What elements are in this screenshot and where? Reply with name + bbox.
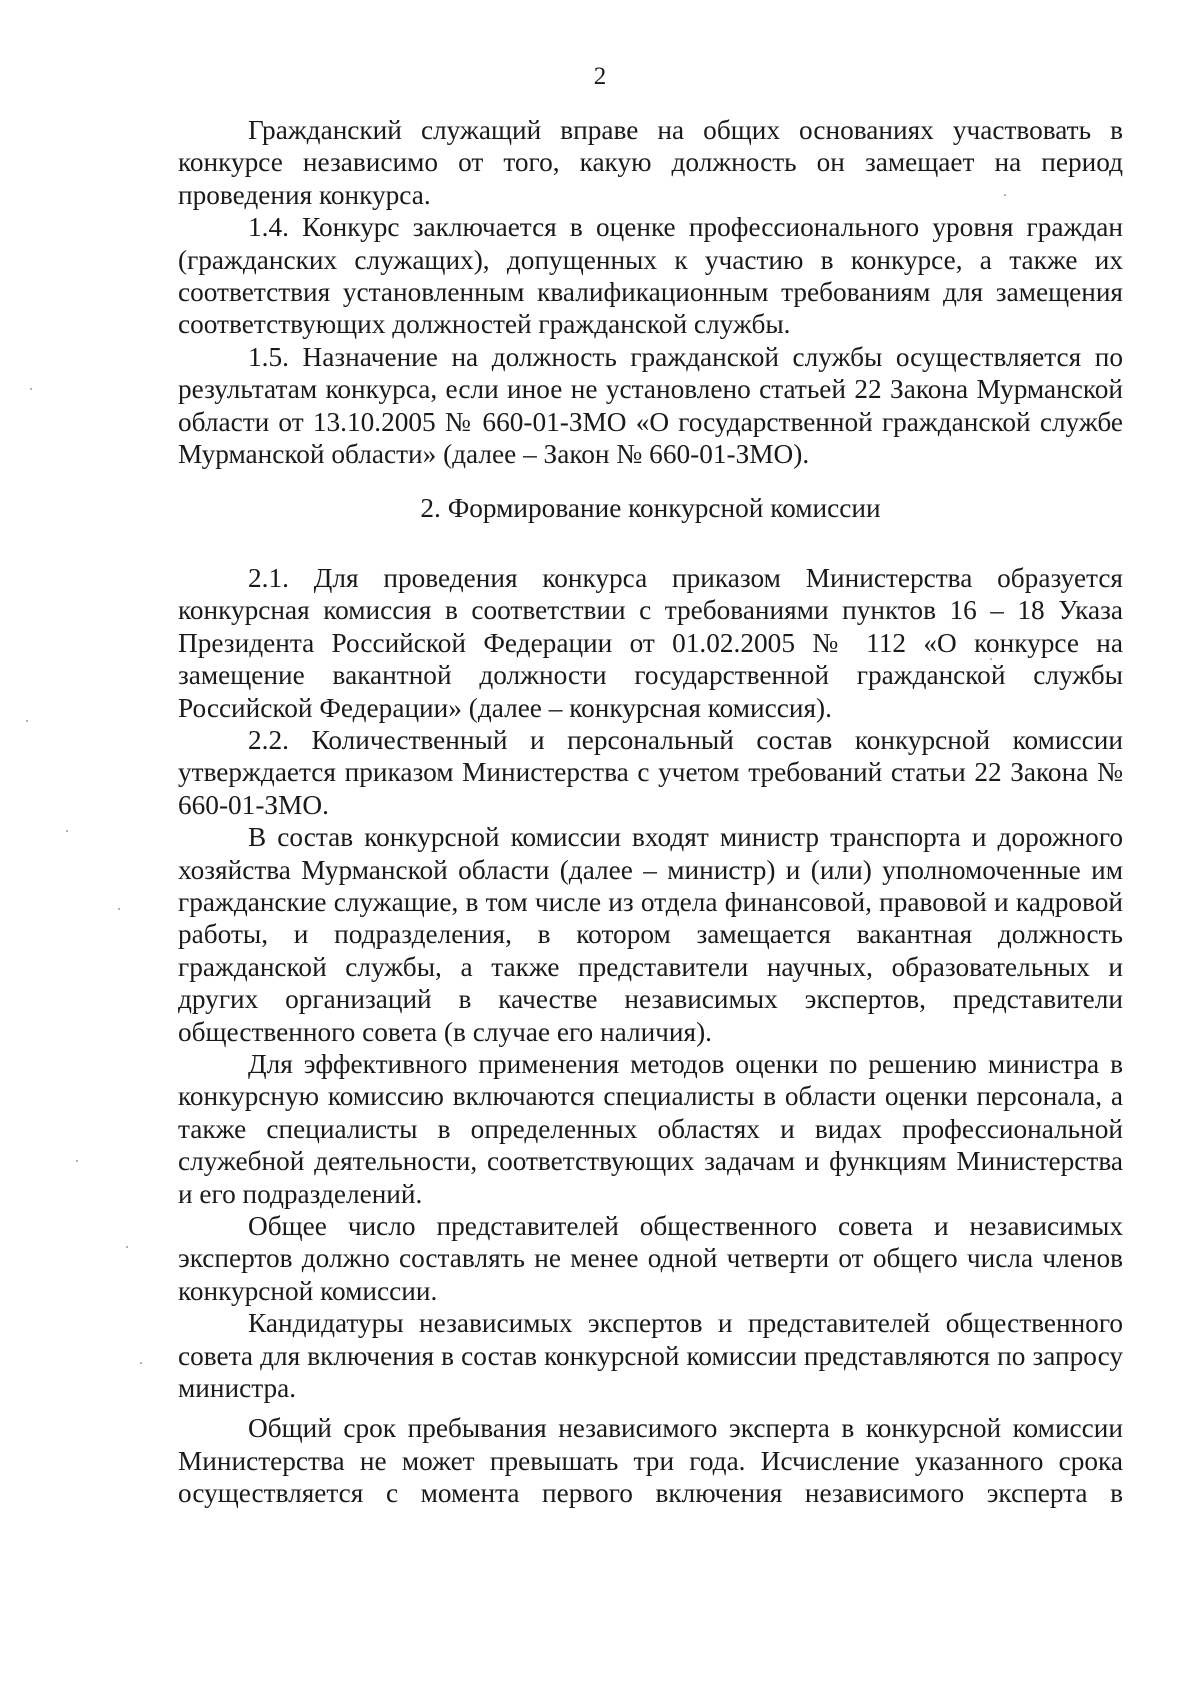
scan-speck [118,908,120,910]
scan-speck [1004,194,1006,196]
paragraph-1-4: 1.4. Конкурс заключается в оценке профессионального уровня граждан (гражданских служащих), допущенных к участию в конкурсе, а также их соответствия установленным квалификационным требованиям для замещения соответствующих должностей гражданской службы. [178,212,1123,340]
document-body [178,114,1123,1510]
paragraph-candidates: Кандидатуры независимых экспертов и представителей общественного совета для включения в состав конкурсной комиссии представляются по запросу министра. [178,1308,1123,1404]
paragraph: Гражданский служащий вправе на общих основаниях участвовать в конкурсе независимо от того, какую должность он замещает на период проведения конкурса. [178,115,1123,210]
paragraph-independent-experts-share: Общее число представителей общественного совета и независимых экспертов должно составлять не менее одной четверти от общего числа членов конкурсной комиссии. [178,1211,1123,1306]
scan-speck [126,1246,128,1248]
page-number: 2 [593,63,607,90]
scan-speck [140,1362,142,1364]
scan-speck [30,388,32,390]
paragraph-2-1: 2.1. Для проведения конкурса приказом Министерства образуется конкурсная комиссия в соответствии с требованиями пунктов 16 – 18 Указа Президента Российской Федерации от 01.02.2005 № 112 «О конкурсе на замещение вакантной должности государственной гражданской службы Российской Федерации» (далее – конкурсная комиссия). [178,562,1123,723]
scan-speck [66,830,68,832]
scan-speck [990,658,992,660]
paragraph-1-5: 1.5. Назначение на должность гражданской службы осуществляется по результатам конкурса, если иное не установлено статьей 22 Закона Мурманской области от 13.10.2005 № 660-01-ЗМО «О государственной гражданской службе Мурманской области» (далее – Закон № 660-01-ЗМО). [178,341,1123,470]
paragraph-assessment-specialists: Для эффективного применения методов оценки по решению министра в конкурсную комиссию включаются специалисты в области оценки персонала, а также специалисты в определенных областях и видах профессиональной служебной деятельности, соответствующих задачам и функциям Министерства и его подразделений. [178,1048,1123,1209]
paragraph-2-2: 2.2. Количественный и персональный состав конкурсной комиссии утверждается приказом Министерства с учетом требований статьи 22 Закона № 660-01-ЗМО. [178,724,1123,820]
section-heading: 2. Формирование конкурсной комиссии [420,493,881,524]
scan-speck [76,1160,78,1162]
paragraph-expert-term: Общий срок пребывания независимого эксперта в конкурсной комиссии Министерства не может превышать три года. Исчисление указанного срока осуществляется с момента первого включения независимого эксперта в [178,1413,1123,1509]
paragraph-commission-composition: В состав конкурсной комиссии входят министр транспорта и дорожного хозяйства Мурманской области (далее – министр) и (или) уполномоченные им гражданские служащие, в том числе из отдела финансовой, правовой и кадровой работы, и подразделения, в котором замещается вакантная должность гражданской службы, а также представители научных, образовательных и других организаций в качестве независимых экспертов, представители общественного совета (в случае его наличия). [178,822,1123,1047]
scan-speck [26,720,28,722]
